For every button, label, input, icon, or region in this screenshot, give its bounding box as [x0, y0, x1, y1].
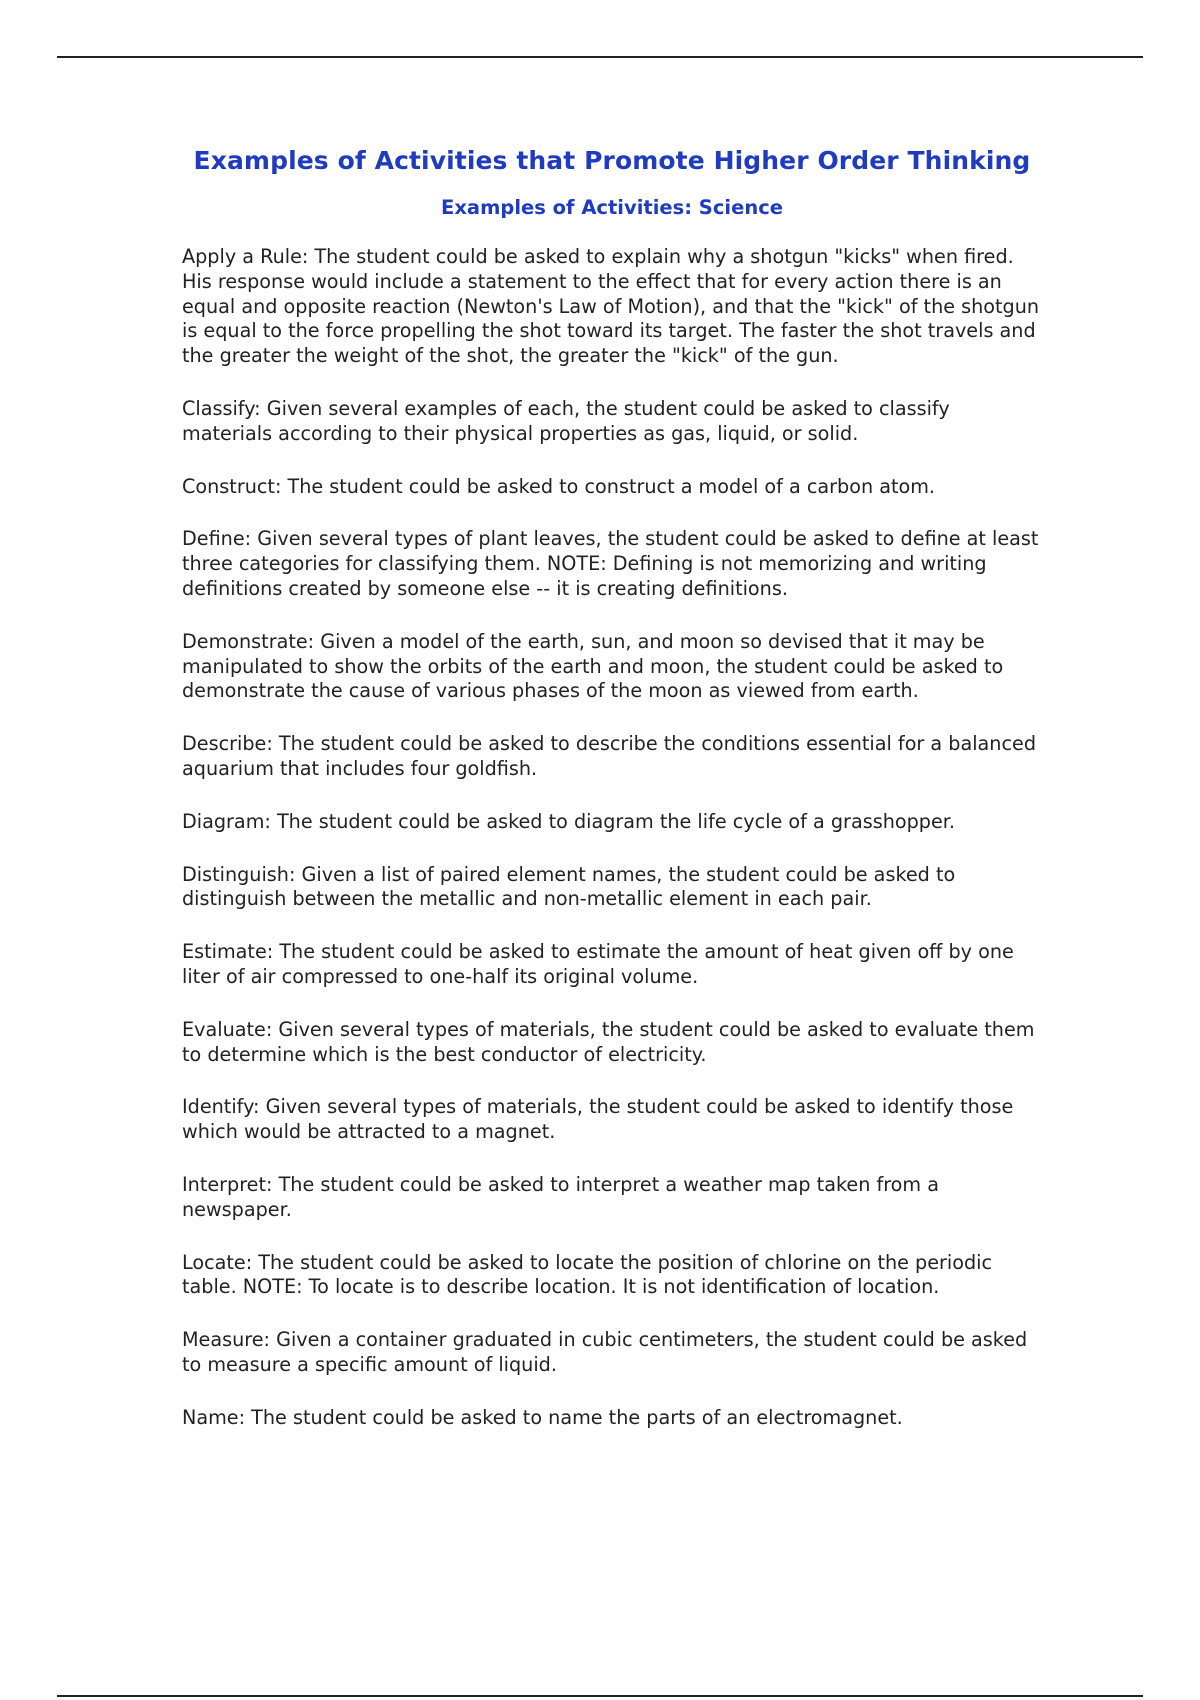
activity-locate: Locate: The student could be asked to locate the position of chlorine on the periodic table. NOTE: To locate is to describe location. It is not identification of location.: [182, 1250, 993, 1299]
document-subtitle: Examples of Activities: Science: [441, 196, 783, 219]
activity-name: Name: The student could be asked to name the parts of an electromagnet.: [182, 1405, 903, 1429]
activity-measure: Measure: Given a container graduated in cubic centimeters, the student could be asked to measure a specific amount of liquid.: [182, 1328, 1028, 1376]
activity-identify: Identify: Given several types of materials, the student could be asked to identify those which would be attracted to a magnet.: [182, 1095, 1014, 1144]
activity-diagram: Diagram: The student could be asked to diagram the life cycle of a grasshopper.: [182, 809, 955, 833]
activity-estimate: Estimate: The student could be asked to estimate the amount of heat given off by one liter of air compressed to one-half its original volume.: [182, 940, 1014, 988]
activity-demonstrate: Demonstrate: Given a model of the earth, sun, and moon so devised that it may be manipulated to show the orbits of the earth and moon, the student could be asked to demonstrate the cause of various phases of the moon as viewed from earth.: [182, 629, 1004, 703]
activity-list: [182, 245, 1042, 1431]
activity-describe: Describe: The student could be asked to describe the conditions essential for a balanced aquarium that includes four goldfish.: [182, 732, 1036, 780]
bottom-rule: [57, 1695, 1143, 1697]
activity-interpret: Interpret: The student could be asked to interpret a weather map taken from a newspaper.: [182, 1172, 939, 1221]
activity-classify: Classify: Given several examples of each, the student could be asked to classify materials according to their physical properties as gas, liquid, or solid.: [182, 396, 950, 445]
activity-distinguish: Distinguish: Given a list of paired element names, the student could be asked to distinguish between the metallic and non-metallic element in each pair.: [182, 862, 956, 911]
document-body: [182, 141, 1042, 1459]
activity-construct: Construct: The student could be asked to construct a model of a carbon atom.: [182, 474, 936, 498]
activity-define: Define: Given several types of plant leaves, the student could be asked to define at least three categories for classifying them. NOTE: Defining is not memorizing and writing definitions created by someone else -- it is creating definitions.: [182, 527, 1039, 600]
activity-evaluate: Evaluate: Given several types of materials, the student could be asked to evaluate them to determine which is the best conductor of electricity.: [182, 1017, 1035, 1066]
document-title: Examples of Activities that Promote Higher Order Thinking: [193, 146, 1031, 175]
top-rule: [57, 56, 1143, 58]
activity-apply-a-rule: Apply a Rule: The student could be asked to explain why a shotgun "kicks" when fired. His response would include a statement to the effect that for every action there is an equal and opposite reaction (Newton's Law of Motion), and that the "kick" of the shotgun is equal to the force propelling the shot toward its target. The faster the shot travels and the greater the weight of the shot, the greater the "kick" of the gun.: [182, 245, 1040, 368]
